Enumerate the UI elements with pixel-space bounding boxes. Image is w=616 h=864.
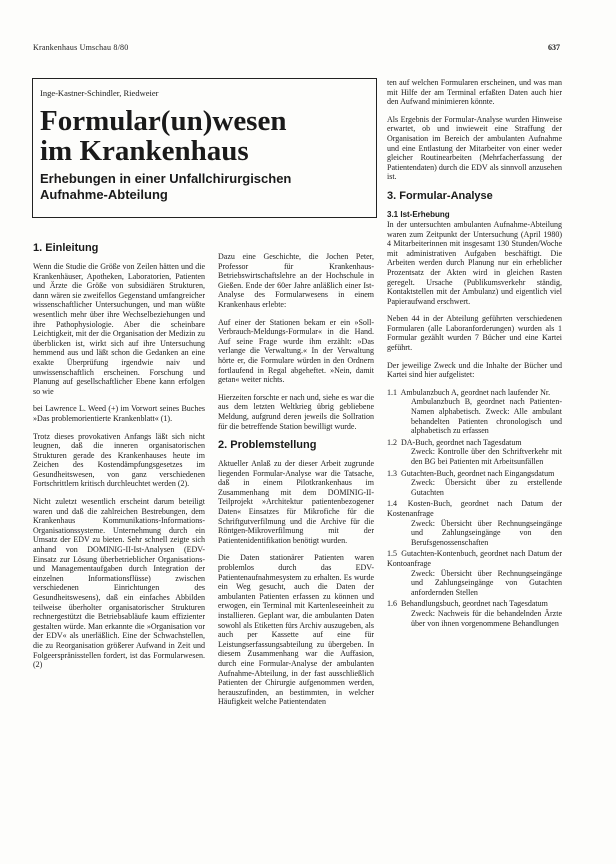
article-subtitle (40, 171, 291, 203)
page-number: 637 (548, 43, 560, 52)
section-heading-formular-analyse: 3. Formular-Analyse (387, 189, 493, 202)
paragraph: Der jeweilige Zweck und die Inhalte der Bücher und Kartei sind hier aufgelistet: (387, 360, 562, 380)
title-line-1: Formular(un)wesen (40, 105, 287, 137)
paragraph: Auf einer der Stationen bekam er ein »Soll-Verbrauch-Meldungs-Formular« in die Hand. Auf seine Frage wurde ihm erzählt: »Das verlange die Verwaltung.« In der Verwaltung hörte er, die Formulare würden in den Ordnern fortlaufend in Regal abgeheftet. »Nein, damit getan« weiter nichts. (218, 317, 374, 385)
paragraph: Trotz dieses provokativen Anfangs läßt sich nicht leugnen, daß die inneren organisatorischen Strukturen gerade des Krankenhauses heute im Zeichen des Kostendämpfungsgesetzes im Gesundheitswesen, von ganz verschiedenen Fortschrittlern kritisch durchleuchtet werden (2). (33, 431, 205, 489)
paragraph: Als Ergebnis der Formular-Analyse wurden Hinweise erwartet, ob und inwieweit eine Straffung der Organisation im Bereich der ambulanten Aufnahme und eine Entlastung der Mitarbeiter von einer weder gleicher Routinearbeiten (Mehrfacherfassung der Patientendaten) durch die EDV als sinnvoll anzusehen ist. (387, 114, 562, 182)
authors: Inge-Kastner-Schindler, Riedweier (40, 88, 159, 98)
list-item (387, 499, 562, 547)
column-1 (33, 242, 205, 678)
list-item (387, 549, 562, 597)
paragraph: bei Lawrence L. Weed (+) im Vorwort seines Buches »Das problemorientierte Krankenblatt« (1). (33, 404, 205, 423)
subsection-heading: 3.1 Ist-Erhebung (387, 209, 450, 219)
book-list (387, 388, 562, 628)
item-number: 1.6 (387, 599, 397, 609)
section-heading-problemstellung: 2. Problemstellung (218, 439, 317, 452)
item-number: 1.4 (387, 499, 397, 509)
paragraph: Wenn die Studie die Größe von Zeilen hätten und die Krankenhäuser, Apotheken, Laboratorien, Patienten und Ärzte die Größe von subsidiären Strukturen, dann wären sie zweifellos Gegenstand umfangreicher wissenschaftlicher Untersuchungen, und man wüßte wesentlich mehr über ihre Wechselbeziehungen und ihre Pathophysiologie. Aber die scheinbare Leichtigkeit, mit der die Organisation der Medizin zu überblicken ist, wirkt sich auf ihre Untersuchung hemmend aus und läßt schon die Gedanken an eine exakte Überprüfung irgendwie naiv und unwissenschaftlich erscheinen. Forschung und Planung auf gesellschaftlicher Ebene kann erfolgen so wie (33, 262, 205, 396)
list-item (387, 438, 562, 467)
paragraph: Hierzeiten forschte er nach und, siehe es war die aus dem letzten Weltkrieg übrig gebliebene Meldung, aufgrund deren jeweils die Sollration für die betreffende Station bewilligt wurde. (218, 392, 374, 431)
item-number: 1.2 (387, 437, 397, 447)
item-text: Kosten-Buch, geordnet nach Datum der Kostenanfrage (387, 499, 563, 518)
paragraph: Dazu eine Geschichte, die Jochen Peter, Professor für Krankenhaus-Betriebswirtschaftslehre an der Hochschule in Gießen. Ende der 60er Jahre anläßlich einer Ist-Analyse des Formularwesens in einem Krankenhaus erlebte: (218, 252, 374, 309)
paragraph: Nicht zuletzt wesentlich erscheint darum beteiligt waren und daß die zahlreichen Bestrebungen, dem Krankenhaus Kommunikations-Informations-Organisationssysteme. Unternehmung durch ein Umsatz der EDV zu bieten. Sehr schnell zeigte sich anhand von DOMINIG-II-Ist-Analysen (EDV-Einsatz zur Lösung überbetrieblicher Organisations- und Managementaufgaben durch Integration der einzelnen Informationsflüsse) zwischen verschiedenen Einrichtungen des Gesundheitswesens), daß ein einfaches Abbilden teilweise überholter organisatorischer Strukturen rechnergestützt die Betriebsabläufe kaum effizienter gestalten würde. Man erkannte die »Organisation vor der EDV« als unerläßlich. Eine der Schwachstellen, die zu Reorganisation größerer Aufwand in Zeit und Folgeerspränisstellen fordert, ist das Formularwesen. (2) (33, 497, 205, 670)
item-description: Zweck: Übersicht über zu erstellende Gutachten (411, 478, 562, 497)
column-2 (218, 252, 374, 715)
item-description: Zweck: Nachweis für die behandelnden Ärzte über von ihnen vorgenommene Behandlungen (411, 608, 562, 628)
paragraph: Aktueller Anlaß zu der dieser Arbeit zugrunde liegenden Formular-Analyse war die Tatsache, daß in einem Pilotkrankenhaus im Zusammenhang mit dem DOMINIG-II-Teilprojekt »Architektur patientenbezogener Daten« Einsatzes für Mikrofiche für die Schriftgutverfilmung und die Archive für die Röntgen-Mikroverfilmung mit der Patientenidentifikation benötigt wurden. (218, 459, 374, 545)
running-header: Krankenhaus Umschau 8/80 (33, 43, 129, 52)
section-heading-einleitung: 1. Einleitung (33, 242, 99, 254)
item-number: 1.1 (387, 387, 397, 397)
paragraph: In der untersuchten ambulanten Aufnahme-Abteilung waren zum Zeitpunkt der Untersuchung (April 1980) 4 Mitarbeiterinnen mit insgesamt 130 Stunden/Woche mit administrativen Aufgaben beschäftigt. Die Arbeiten werden durch Planung nur ein erheblicher Prozentsatz der Akten wird in gleichen Rasten geregelt. Ursache (Publikumsverkehr ständig, Kontaktstellen mit der Ambulanz) und eigentlich viel Papieraufwand erschwert. (387, 219, 562, 306)
title-line-2: im Krankenhaus (40, 135, 249, 167)
item-description: Zweck: Übersicht über Rechnungseingänge und Zahlungseingänge von Gutachten anfordernden Stellen (411, 568, 562, 597)
item-text: Gutachten-Kontenbuch, geordnet nach Datum der Kontoanfrage (387, 549, 563, 568)
subtitle-line-1: Erhebungen in einer Unfallchirurgischen (40, 171, 292, 186)
item-number: 1.3 (387, 468, 397, 478)
paragraph: Die Daten stationärer Patienten waren problemlos durch das EDV-Patientenaufnahmesystem zu erhalten. Es wurde ein Weg gesucht, auch die Daten der ambulanten Patienten erfassen zu können und erwogen, ein Terminal mit Kartenleseeinheit zu installieren. Geplant war, die ambulanten Daten sowohl als Etiketten fürs Archiv auszugeben, als auch per Kassette auf eine für Leistungserfassungsabteilung zu übergeben. In diesem Zusammenhang war die Auffasion, durch eine Formular-Analyse der ambulanten Aufnahme-Abteilung, in der fast ausschließlich Patienten der Chirurgie aufgenommen werden, herauszufinden, an bestimmten, in welcher Häufigkeit welche Patientendaten (218, 553, 374, 707)
item-text: DA-Buch, geordnet nach Tagesdatum (401, 437, 522, 447)
item-text: Gutachten-Buch, geordnet nach Eingangsdatum (401, 468, 555, 478)
list-item (387, 388, 562, 436)
item-description: Ambulanzbuch B, geordnet nach Patienten-Namen alphabetisch. Zweck: Alle ambulant behandelten Patienten chronologisch und alphabetisch zu erfassen (411, 397, 562, 436)
column-3 (387, 78, 562, 630)
list-item (387, 469, 562, 498)
paragraph: Neben 44 in der Abteilung geführten verschiedenen Formularen (alle Laboranforderungen) wurden als 1 Formular gezählt wurden 7 Bücher und eine Kartei geführt. (387, 314, 562, 353)
list-item (387, 599, 562, 628)
item-description: Zweck: Übersicht über Rechnungseingänge und Zahlungseingänge von den Berufsgenossenschaften (411, 518, 562, 547)
item-description: Zweck: Kontrolle über den Schriftverkehr mit den BG bei Patienten mit Arbeitsunfällen (411, 447, 562, 466)
item-text: Behandlungsbuch, geordnet nach Tagesdatum (401, 599, 548, 609)
item-text: Ambulanzbuch A, geordnet nach laufender Nr. (400, 387, 551, 397)
subtitle-line-2: Aufnahme-Abteilung (40, 187, 168, 202)
paragraph: ten auf welchen Formularen erscheinen, und was man mit Hilfe der am Terminal erfaßten Daten auch hier den Aufwand minimieren könnte. (387, 78, 562, 107)
article-title (40, 106, 286, 166)
item-number: 1.5 (387, 549, 397, 559)
